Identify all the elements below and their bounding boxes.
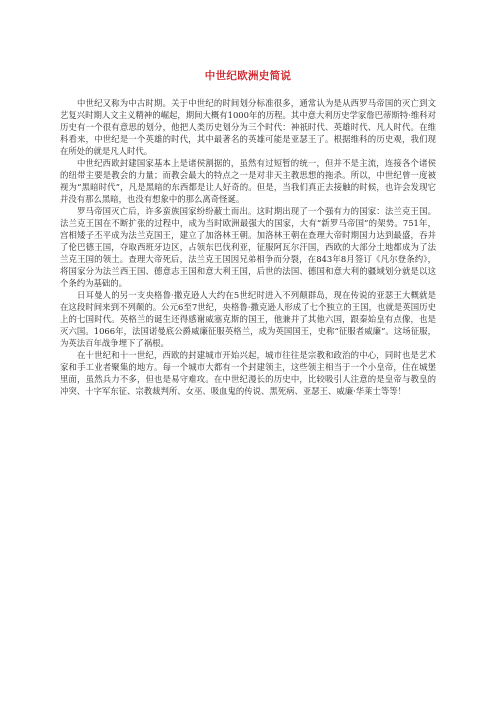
page-title: 中世纪欧洲史简说 xyxy=(204,70,292,82)
paragraph-1: 中世纪又称为中古时期。关于中世纪的时间划分标准很多，通常认为是从西罗马帝国的灭亡到文艺复兴时期人文主义精神的崛起，期间大概有1000年的历程。其中意大利历史学家詹巴蒂斯特·维科对历史有一个很有意思的划分，他把人类历史划分为三个时代：神祇时代、英雄时代、凡人时代。在维科看来，中世纪是一个英雄的时代，其中最著名的英雄可能是亚瑟王了。根据维科的历史观，我们现在所处的就是凡人时代。 xyxy=(60,98,436,156)
document-body xyxy=(60,97,436,397)
paragraph-4: 日耳曼人的另一支央格鲁·撒克逊人大约在5世纪时进入不列颠群岛，现在传说的亚瑟王大概就是在这段时间来到不列颠的。公元6至7世纪，央格鲁·撒克逊人形成了七个独立的王国，也就是英国历史上的七国时代。英格兰的诞生还得感谢威塞克斯的国王，他兼并了其他六国，跟秦始皇有点像，也是灭六国。1066年，法国诺曼底公爵威廉征服英格兰，成为英国国王，史称“征服者威廉”。这场征服，为英法百年战争埋下了祸根。 xyxy=(60,290,436,348)
paragraph-3: 罗马帝国灭亡后，许多蛮族国家纷纷蔽土而出。这时期出现了一个强有力的国家：法兰克王国。法兰克王国在不断扩张的过程中，成为当时欧洲最强大的国家，大有“新罗马帝国”的架势。751年，宫相矮子丕平成为法兰克国王，建立了加洛林王朝。加洛林王朝在查理大帝时期国力达到最盛，吞并了伦巴德王国，夺取西班牙边区，占领东巴伐利亚，征服阿瓦尔汗国，西欧的大部分土地都成为了法兰克王国的领土。查理大帝死后，法兰克王国因兄弟相争而分裂，在843年8月签订《凡尔登条约》，将国家分为法兰西王国、德意志王国和意大利王国，后世的法国、德国和意大利的疆域划分就是以这个条约为基础的。 xyxy=(60,206,436,288)
paragraph-5: 在十世纪和十一世纪，西欧的封建城市开始兴起，城市往往是宗教和政治的中心，同时也是艺术家和手工业者聚集的地方。每一个城市大都有一个封建领主，这些领主相当于一个小皇帝，住在城堡里面，虽然兵力不多，但也是易守难攻。在中世纪漫长的历史中，比较吸引人注意的是皇帝与教皇的冲突、十字军东征、宗教裁判所、女巫、吸血鬼的传说、黑死病、亚瑟王、威廉·华莱士等等！ xyxy=(60,350,436,396)
paragraph-2: 中世纪西欧封建国家基本上是诸侯割据的，虽然有过短暂的统一，但并不是主流，连接各个诸侯的纽带主要是教会的力量；而教会最大的特点之一是对非天主教思想的拖杀。所以，中世纪曾一度被视为“黑暗时代”，凡是黑暗的东西都是让人好奇的。但是，当我们真正去接触的时候，也许会发现它并没有那么黑暗，也没有想象中的那么离奇怪诞。 xyxy=(60,158,436,204)
